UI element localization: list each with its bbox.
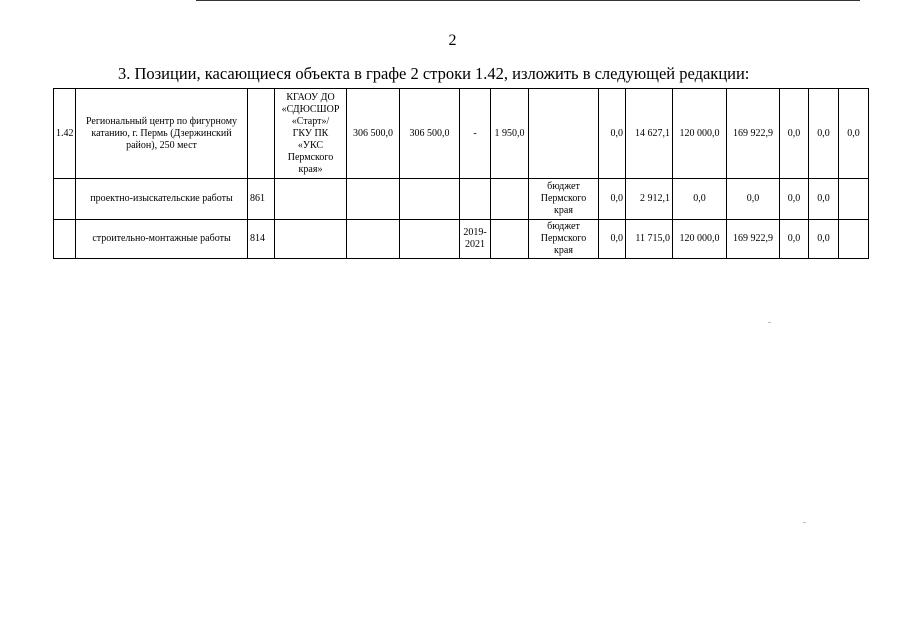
budget-code: 861 [248,179,275,220]
customer-line: «УКС [297,139,324,151]
budget-code [248,89,275,179]
object-name: Региональный центр по фигурному катанию, г. Пермь (Дзержинский район), 250 мест [76,89,248,179]
value-cell: 0,0 [673,179,727,220]
cost-estimate [347,220,400,259]
row-number: 1.42 [54,89,76,179]
period: 2019-2021 [460,220,491,259]
value-cell: 0,0 [599,179,626,220]
work-type: строительно-монтажные работы [76,220,248,259]
value-cell: 11 715,0 [626,220,673,259]
customer-line: КГАОУ ДО [286,91,335,103]
capacity [491,220,529,259]
capacity: 1 950,0 [491,89,529,179]
cost-current [400,179,460,220]
value-cell: 0,0 [780,89,809,179]
budget-code: 814 [248,220,275,259]
customer-line: Пермского [287,151,334,163]
table-row [54,220,869,259]
value-cell: 2 912,1 [626,179,673,220]
value-cell: 120 000,0 [673,220,727,259]
work-type: проектно-изыскательские работы [76,179,248,220]
scan-speck [768,322,771,323]
value-cell: 0,0 [727,179,780,220]
cost-estimate [347,179,400,220]
funding-source: бюджет Пермского края [529,220,599,259]
value-cell: 0,0 [780,179,809,220]
value-cell: 169 922,9 [727,89,780,179]
page-number: 2 [448,32,457,49]
value-cell: 0,0 [809,89,839,179]
value-cell: 0,0 [599,89,626,179]
value-cell: 0,0 [809,179,839,220]
capacity [491,179,529,220]
page-top-rule [196,0,860,1]
customer-line: «СДЮСШОР [281,103,340,115]
period: - [460,89,491,179]
value-cell: 0,0 [839,89,869,179]
table-row [54,179,869,220]
value-cell: 0,0 [599,220,626,259]
positions-table [53,88,869,259]
funding-source [529,89,599,179]
funding-source: бюджет Пермского края [529,179,599,220]
value-cell: 14 627,1 [626,89,673,179]
customer-line: «Старт»/ [291,115,330,127]
customer-cell [275,89,347,179]
customer-cell [275,179,347,220]
scan-speck [803,522,806,523]
value-cell: 0,0 [809,220,839,259]
cost-current: 306 500,0 [400,89,460,179]
value-cell: 120 000,0 [673,89,727,179]
row-number [54,220,76,259]
period [460,179,491,220]
cost-current [400,220,460,259]
row-number [54,179,76,220]
table-row [54,89,869,179]
customer-cell [275,220,347,259]
customer-line: ГКУ ПК [292,127,329,139]
value-cell: 0,0 [780,220,809,259]
cost-estimate: 306 500,0 [347,89,400,179]
value-cell [839,220,869,259]
customer-line: края» [298,163,323,175]
value-cell [839,179,869,220]
value-cell: 169 922,9 [727,220,780,259]
section-heading: 3. Позиции, касающиеся объекта в графе 2 строки 1.42, изложить в следующей редакции: [118,64,750,83]
